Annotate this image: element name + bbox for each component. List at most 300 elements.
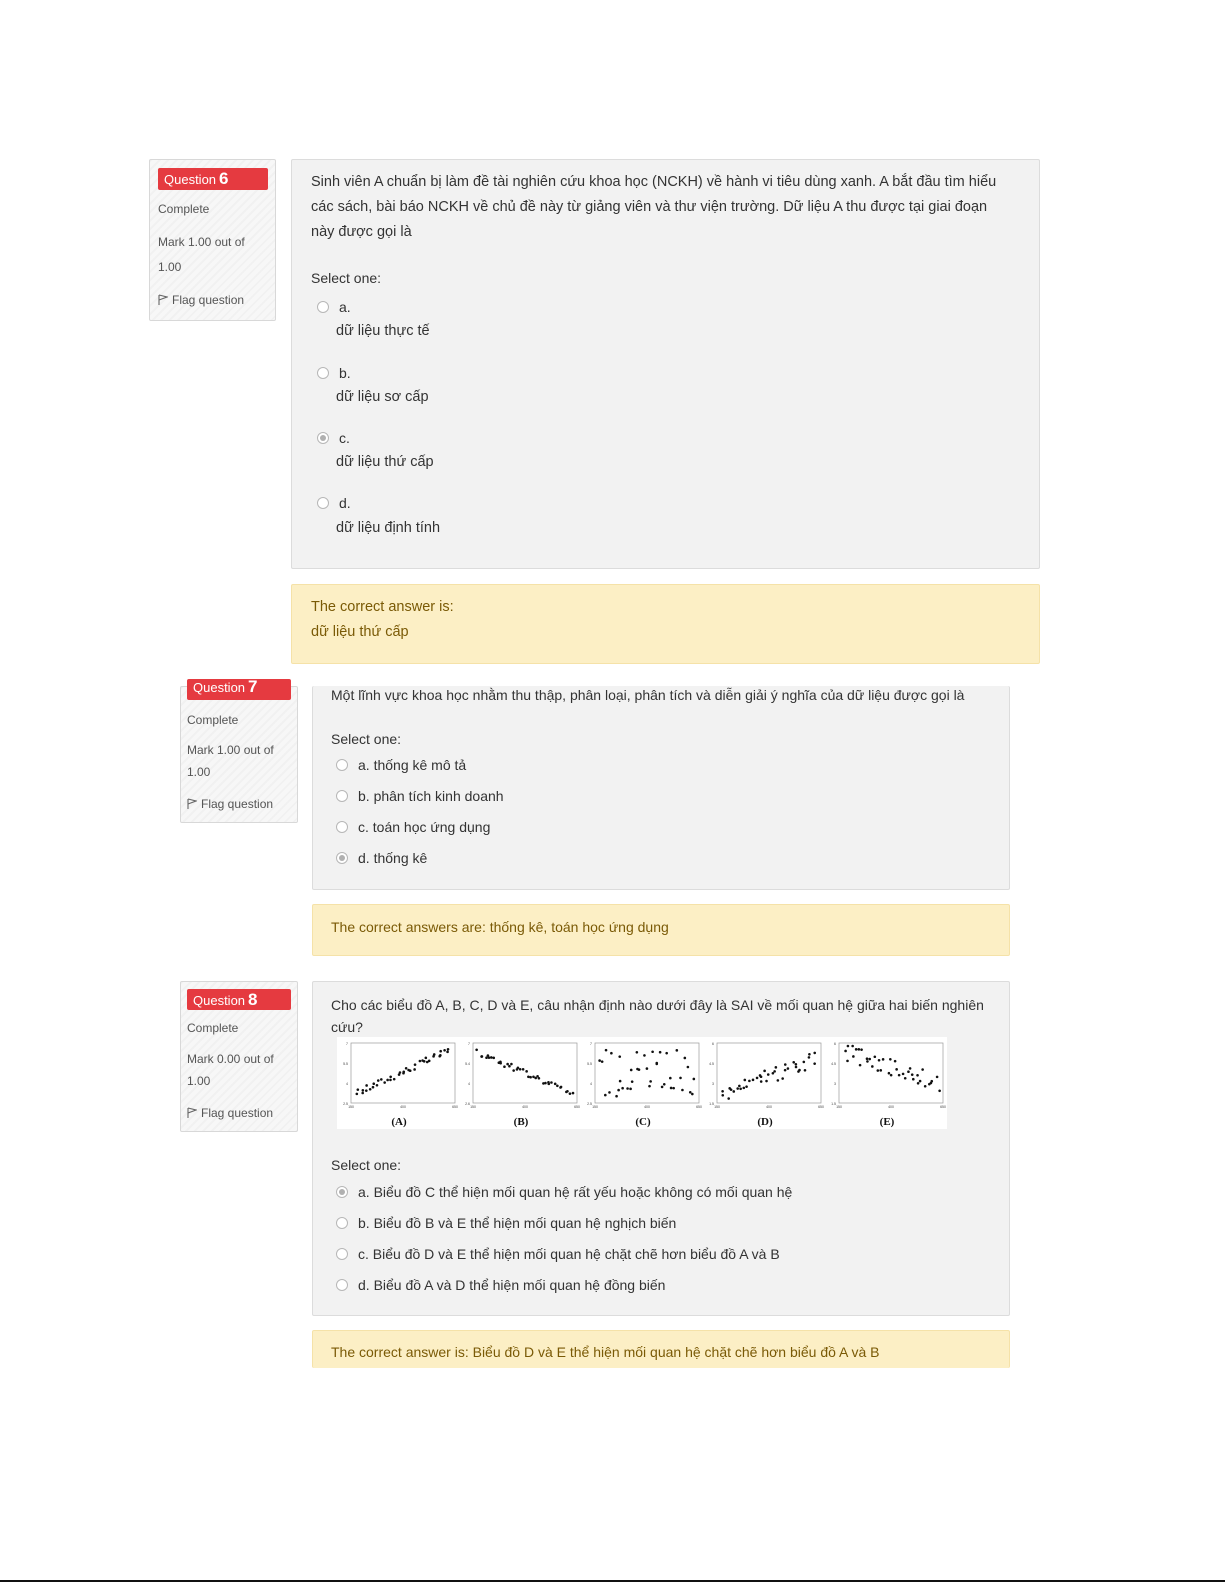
scatter-point (626, 1087, 629, 1090)
scatter-point (393, 1078, 396, 1081)
select-one-prompt: Select one: (331, 1157, 402, 1173)
y-tick-label: 6 (834, 1042, 836, 1046)
plot-frame (595, 1043, 699, 1103)
scatter-point (895, 1068, 898, 1071)
question-info-6 (149, 159, 276, 321)
correct-answer-label: The correct answer is: (311, 599, 454, 615)
answer-option-c[interactable] (317, 430, 350, 446)
scatter-point (919, 1080, 922, 1083)
scatter-point (488, 1056, 491, 1059)
scatter-point (760, 1080, 763, 1083)
scatter-point (598, 1059, 601, 1062)
y-tick-label: 4.5 (709, 1062, 714, 1066)
scatter-point (516, 1068, 519, 1071)
y-tick-label: 2.5 (587, 1102, 592, 1106)
scatter-point (765, 1080, 768, 1083)
radio-button[interactable] (336, 1217, 348, 1229)
question-state: Complete (158, 202, 210, 216)
scatter-point (898, 1074, 901, 1077)
scatter-point (643, 1054, 646, 1057)
feedback-box-6 (291, 584, 1040, 664)
scatter-point (618, 1055, 621, 1058)
scatter-point (917, 1082, 920, 1085)
option-text: d. thống kê (358, 850, 428, 866)
scatter-point (377, 1079, 380, 1082)
scatter-point (808, 1053, 811, 1056)
scatter-point (631, 1080, 634, 1083)
answer-option-c[interactable] (336, 819, 490, 835)
radio-button[interactable] (317, 497, 329, 509)
scatter-point (522, 1068, 525, 1071)
x-tick-label: 400 (766, 1105, 772, 1109)
question-label: Question (193, 680, 246, 695)
scatter-point (443, 1049, 446, 1052)
option-text: a. Biểu đồ C thể hiện mối quan hệ rất yếu hoặc không có mối quan hệ (358, 1184, 793, 1200)
scatter-point (621, 1087, 624, 1090)
scatter-point (792, 1061, 795, 1064)
option-text: dữ liệu định tính (336, 520, 441, 536)
x-tick-label: 400 (644, 1105, 650, 1109)
x-tick-label: 150 (714, 1105, 720, 1109)
scatter-point (767, 1073, 770, 1076)
scatter-point (638, 1068, 641, 1071)
scatter-point (447, 1048, 450, 1051)
scatter-point (547, 1083, 550, 1086)
scatter-point (659, 1051, 662, 1054)
flag-label: Flag question (201, 797, 274, 811)
question-grade (187, 739, 274, 783)
scatter-point (727, 1097, 730, 1100)
radio-button[interactable] (336, 790, 348, 802)
scatter-point (808, 1056, 811, 1059)
x-tick-label: 650 (696, 1105, 702, 1109)
x-tick-label: 650 (940, 1105, 946, 1109)
scatter-point (687, 1066, 690, 1069)
radio-button-selected[interactable] (336, 1186, 348, 1198)
question-text-line: Sinh viên A chuẩn bị làm đề tài nghiên cứu khoa học (NCKH) về hành vi tiêu dùng xanh. A bắt đầu tìm hiểu (311, 174, 997, 190)
question-text (311, 170, 1031, 245)
scatter-point (604, 1094, 607, 1097)
scatter-point (784, 1069, 787, 1072)
scatter-point (904, 1077, 907, 1080)
scatter-point (860, 1048, 863, 1051)
scatter-point (646, 1067, 649, 1070)
scatter-point (748, 1080, 751, 1083)
scatter-point (648, 1085, 651, 1088)
question-text-line: Cho các biểu đồ A, B, C, D và E, câu nhận định nào dưới đây là SAI về mối quan hệ giữa hai biến nghiên (331, 997, 984, 1013)
answer-option-d[interactable] (336, 1277, 665, 1293)
y-tick-label: 2.5 (343, 1102, 348, 1106)
scatter-point (572, 1092, 575, 1095)
y-tick-label: 3 (712, 1082, 714, 1086)
y-tick-label: 7 (590, 1042, 592, 1046)
scatter-point (689, 1091, 692, 1094)
question-number: 8 (248, 990, 258, 1009)
scatter-point (744, 1079, 747, 1082)
y-tick-label: 4.5 (831, 1062, 836, 1066)
scatter-point (532, 1075, 535, 1078)
x-tick-label: 400 (888, 1105, 894, 1109)
option-text: b. phân tích kinh doanh (358, 788, 504, 804)
chart-title: (C) (635, 1116, 651, 1128)
scatter-point (369, 1088, 372, 1091)
scatter-point (655, 1062, 658, 1065)
scatter-point (916, 1074, 919, 1077)
scatter-point (362, 1089, 365, 1092)
correct-answer-text: The correct answers are: thống kê, toán học ứng dụng (331, 919, 669, 935)
scatter-point (669, 1077, 672, 1080)
y-tick-label: 1.5 (709, 1102, 714, 1106)
question-formulation-6 (291, 159, 1040, 569)
scatter-point (847, 1045, 850, 1048)
answer-option-b[interactable] (317, 365, 351, 381)
flag-icon (158, 294, 168, 306)
scatter-point (419, 1060, 422, 1063)
grade-line-1: Mark 1.00 out of (187, 743, 274, 757)
question-formulation-7 (312, 686, 1010, 890)
question-text-line: các sách, bài báo NCKH về chủ đề này từ giảng viên và thư viện trường. Dữ liệu A thu được tại giai đoạn (311, 199, 988, 215)
scatter-point (617, 1089, 620, 1092)
scatter-point (413, 1068, 416, 1071)
scatter-point (804, 1069, 807, 1072)
scatter-point (858, 1048, 861, 1051)
question-number-badge (158, 168, 268, 190)
scatter-point (402, 1071, 405, 1074)
option-text: c. toán học ứng dụng (358, 819, 491, 835)
scatter-point (425, 1057, 428, 1060)
scatter-point (503, 1065, 506, 1068)
scatter-point (889, 1058, 892, 1061)
scatter-point (636, 1051, 639, 1054)
scatter-point (730, 1088, 733, 1091)
plot-frame (473, 1043, 577, 1103)
scatter-point (665, 1052, 668, 1055)
scatter-point (938, 1089, 941, 1092)
scatter-point (566, 1090, 569, 1093)
scatter-point (554, 1083, 557, 1086)
scatter-point (787, 1067, 790, 1070)
question-state: Complete (187, 1021, 239, 1035)
scatter-point (365, 1084, 368, 1087)
option-letter: a. (339, 299, 351, 315)
y-tick-label: 7 (468, 1042, 470, 1046)
radio-button-selected[interactable] (336, 852, 348, 864)
correct-answer-value: dữ liệu thứ cấp (311, 624, 409, 640)
scatter-point (556, 1084, 559, 1087)
scatter-point (684, 1057, 687, 1060)
scatter-point (389, 1075, 392, 1078)
scatter-point (676, 1049, 679, 1052)
option-text: d. Biểu đồ A và D thể hiện mối quan hệ đồng biến (358, 1277, 666, 1293)
scatter-point (752, 1079, 755, 1082)
chart-title: (A) (391, 1116, 407, 1128)
y-tick-label: 3 (834, 1082, 836, 1086)
question-formulation-8 (312, 981, 1010, 1316)
scatter-point (663, 1083, 666, 1086)
scatter-point (924, 1085, 927, 1088)
radio-button[interactable] (336, 1248, 348, 1260)
scatter-point (851, 1045, 854, 1048)
question-grade (187, 1048, 274, 1092)
x-tick-label: 650 (452, 1105, 458, 1109)
scatter-point (508, 1065, 511, 1068)
option-letter: d. (339, 495, 351, 511)
scatter-point (405, 1067, 408, 1070)
radio-button[interactable] (317, 301, 329, 313)
scatter-point (372, 1086, 375, 1089)
scatter-point (512, 1069, 515, 1072)
grade-line-1: Mark 0.00 out of (187, 1052, 274, 1066)
scatter-point (380, 1078, 383, 1081)
scatter-point (756, 1077, 759, 1080)
radio-button[interactable] (336, 821, 348, 833)
scatter-point (499, 1061, 502, 1064)
scatter-point (879, 1069, 882, 1072)
scatter-point (721, 1094, 724, 1097)
flag-label: Flag question (172, 293, 245, 307)
scatter-point (559, 1086, 562, 1089)
grade-line-2: 1.00 (158, 260, 182, 274)
scatter-point (777, 1079, 780, 1082)
scatter-plots-image (337, 1037, 947, 1129)
flag-question-link[interactable] (158, 293, 244, 307)
scatter-point (745, 1085, 748, 1088)
scatter-plots-svg (337, 1037, 947, 1129)
scatter-point (569, 1092, 572, 1095)
scatter-point (902, 1073, 905, 1076)
grade-line-2: 1.00 (187, 1074, 211, 1088)
correct-answer-text: The correct answer is: Biểu đồ D và E thể hiện mối quan hệ chặt chẽ hơn biểu đồ A và B (331, 1344, 880, 1360)
scatter-point (736, 1087, 739, 1090)
question-grade (158, 230, 245, 280)
y-tick-label: 4 (468, 1082, 470, 1086)
radio-button[interactable] (336, 759, 348, 771)
scatter-point (798, 1069, 801, 1072)
grade-line-2: 1.00 (187, 765, 211, 779)
x-tick-label: 400 (400, 1105, 406, 1109)
scatter-point (871, 1065, 874, 1068)
answer-option-a[interactable] (336, 757, 466, 773)
question-text: Một lĩnh vực khoa học nhằm thu thập, phân loại, phân tích và diễn giải ý nghĩa của dữ liệu được gọi là (331, 687, 965, 703)
y-tick-label: 5.5 (587, 1062, 592, 1066)
option-letter: b. (339, 365, 351, 381)
scatter-point (651, 1050, 654, 1053)
answer-option-c[interactable] (336, 1246, 780, 1262)
question-label: Question (193, 993, 246, 1008)
question-number-badge (187, 989, 291, 1010)
scatter-point (619, 1080, 622, 1083)
scatter-point (859, 1064, 862, 1067)
question-info-8 (180, 981, 298, 1132)
scatter-point (661, 1086, 664, 1089)
scatter-point (490, 1056, 493, 1059)
scatter-point (610, 1052, 613, 1055)
x-tick-label: 650 (818, 1105, 824, 1109)
option-text: dữ liệu thứ cấp (336, 454, 434, 470)
scatter-point (681, 1089, 684, 1092)
scatter-point (888, 1072, 891, 1075)
x-tick-label: 150 (470, 1105, 476, 1109)
scatter-point (679, 1077, 682, 1080)
scatter-point (544, 1082, 547, 1085)
scatter-point (868, 1058, 871, 1061)
radio-button[interactable] (317, 367, 329, 379)
scatter-point (630, 1069, 633, 1072)
question-text (331, 994, 984, 1038)
scatter-point (894, 1060, 897, 1063)
x-tick-label: 400 (522, 1105, 528, 1109)
scatter-point (874, 1055, 877, 1058)
scatter-point (890, 1074, 893, 1077)
scatter-point (423, 1060, 426, 1063)
scatter-point (878, 1059, 881, 1062)
option-text: c. Biểu đồ D và E thể hiện mối quan hệ chặt chẽ hơn biểu đồ A và B (358, 1246, 780, 1262)
scatter-point (844, 1050, 847, 1053)
scatter-point (361, 1092, 364, 1095)
scatter-point (803, 1061, 806, 1064)
flag-question-link[interactable] (187, 797, 273, 811)
x-tick-label: 150 (836, 1105, 842, 1109)
scatter-point (855, 1048, 858, 1051)
x-tick-label: 150 (348, 1105, 354, 1109)
option-text: a. thống kê mô tả (358, 757, 467, 773)
option-letter: c. (339, 430, 350, 446)
scatter-point (742, 1087, 745, 1090)
scatter-point (921, 1068, 924, 1071)
flag-label: Flag question (201, 1106, 274, 1120)
scatter-point (773, 1070, 776, 1073)
answer-option-b[interactable] (336, 788, 504, 804)
radio-button[interactable] (336, 1279, 348, 1291)
scatter-point (428, 1060, 431, 1063)
y-tick-label: 2.6 (465, 1102, 470, 1106)
answer-option-d[interactable] (336, 850, 427, 866)
scatter-point (608, 1091, 611, 1094)
scatter-point (475, 1048, 478, 1051)
scatter-point (877, 1069, 880, 1072)
scatter-point (414, 1063, 417, 1066)
scatter-point (739, 1087, 742, 1090)
option-text: dữ liệu thực tế (336, 323, 430, 339)
question-number: 6 (219, 169, 229, 188)
scatter-point (492, 1057, 495, 1060)
scatter-point (386, 1079, 389, 1082)
select-one-prompt: Select one: (311, 270, 382, 286)
question-number-badge (187, 679, 291, 700)
scatter-point (781, 1077, 784, 1080)
scatter-point (605, 1049, 608, 1052)
y-tick-label: 4 (346, 1082, 348, 1086)
flag-question-link[interactable] (187, 1106, 273, 1120)
scatter-point (538, 1077, 541, 1080)
scatter-point (383, 1081, 386, 1084)
scatter-point (813, 1052, 816, 1055)
scatter-point (795, 1066, 798, 1069)
scatter-point (721, 1090, 724, 1093)
scatter-point (732, 1090, 735, 1093)
scatter-point (615, 1095, 618, 1098)
flag-icon (187, 1107, 197, 1119)
x-tick-label: 150 (592, 1105, 598, 1109)
scatter-point (691, 1093, 694, 1096)
scatter-point (760, 1075, 763, 1078)
y-tick-label: 5.4 (465, 1062, 470, 1066)
scatter-point (738, 1085, 741, 1088)
question-info-7 (180, 679, 298, 823)
scatter-point (649, 1080, 652, 1083)
scatter-point (439, 1054, 442, 1057)
answer-option-a[interactable] (317, 299, 351, 315)
scatter-point (693, 1078, 696, 1081)
feedback-box-8 (312, 1330, 1010, 1368)
question-text-line: cứu? (331, 1019, 363, 1035)
scatter-point (365, 1089, 368, 1092)
scatter-point (911, 1073, 914, 1076)
scatter-point (399, 1071, 402, 1074)
x-tick-label: 650 (574, 1105, 580, 1109)
scatter-point (481, 1055, 484, 1058)
scatter-point (629, 1088, 632, 1091)
scatter-point (519, 1068, 522, 1071)
scatter-point (525, 1070, 528, 1073)
scatter-point (356, 1093, 359, 1096)
scatter-point (672, 1087, 675, 1090)
chart-title: (B) (513, 1116, 529, 1128)
answer-option-b[interactable] (336, 1215, 676, 1231)
feedback-box-7 (312, 904, 1010, 956)
scatter-point (866, 1060, 869, 1063)
question-text-line: này được gọi là (311, 224, 412, 240)
scatter-point (446, 1051, 449, 1054)
scatter-point (775, 1066, 778, 1069)
scatter-point (376, 1084, 379, 1087)
scatter-point (389, 1079, 392, 1082)
scatter-point (510, 1063, 513, 1066)
y-tick-label: 5.5 (343, 1062, 348, 1066)
scatter-point (357, 1088, 360, 1091)
radio-button-selected[interactable] (317, 432, 329, 444)
scatter-point (601, 1060, 604, 1063)
y-tick-label: 6 (712, 1042, 714, 1046)
chart-title: (D) (757, 1116, 773, 1128)
flag-icon (187, 798, 197, 810)
page-bottom-rule (0, 1580, 1225, 1582)
scatter-point (930, 1080, 933, 1083)
answer-option-a[interactable] (336, 1184, 792, 1200)
scatter-point (866, 1057, 869, 1060)
question-state: Complete (187, 713, 239, 727)
scatter-point (909, 1067, 912, 1070)
grade-line-1: Mark 1.00 out of (158, 235, 245, 249)
answer-option-d[interactable] (317, 495, 351, 511)
plot-frame (839, 1043, 943, 1103)
scatter-point (795, 1063, 798, 1066)
scatter-point (813, 1062, 816, 1065)
scatter-point (409, 1069, 412, 1072)
scatter-point (936, 1076, 939, 1079)
scatter-point (846, 1060, 849, 1063)
y-tick-label: 7 (346, 1042, 348, 1046)
select-one-prompt: Select one: (331, 731, 402, 747)
y-tick-label: 1.5 (831, 1102, 836, 1106)
option-text: dữ liệu sơ cấp (336, 389, 429, 405)
scatter-point (852, 1055, 855, 1058)
scatter-point (527, 1075, 530, 1078)
scatter-point (372, 1082, 375, 1085)
scatter-point (506, 1063, 509, 1066)
question-number: 7 (248, 679, 258, 696)
option-text: b. Biểu đồ B và E thể hiện mối quan hệ nghịch biến (358, 1215, 677, 1231)
